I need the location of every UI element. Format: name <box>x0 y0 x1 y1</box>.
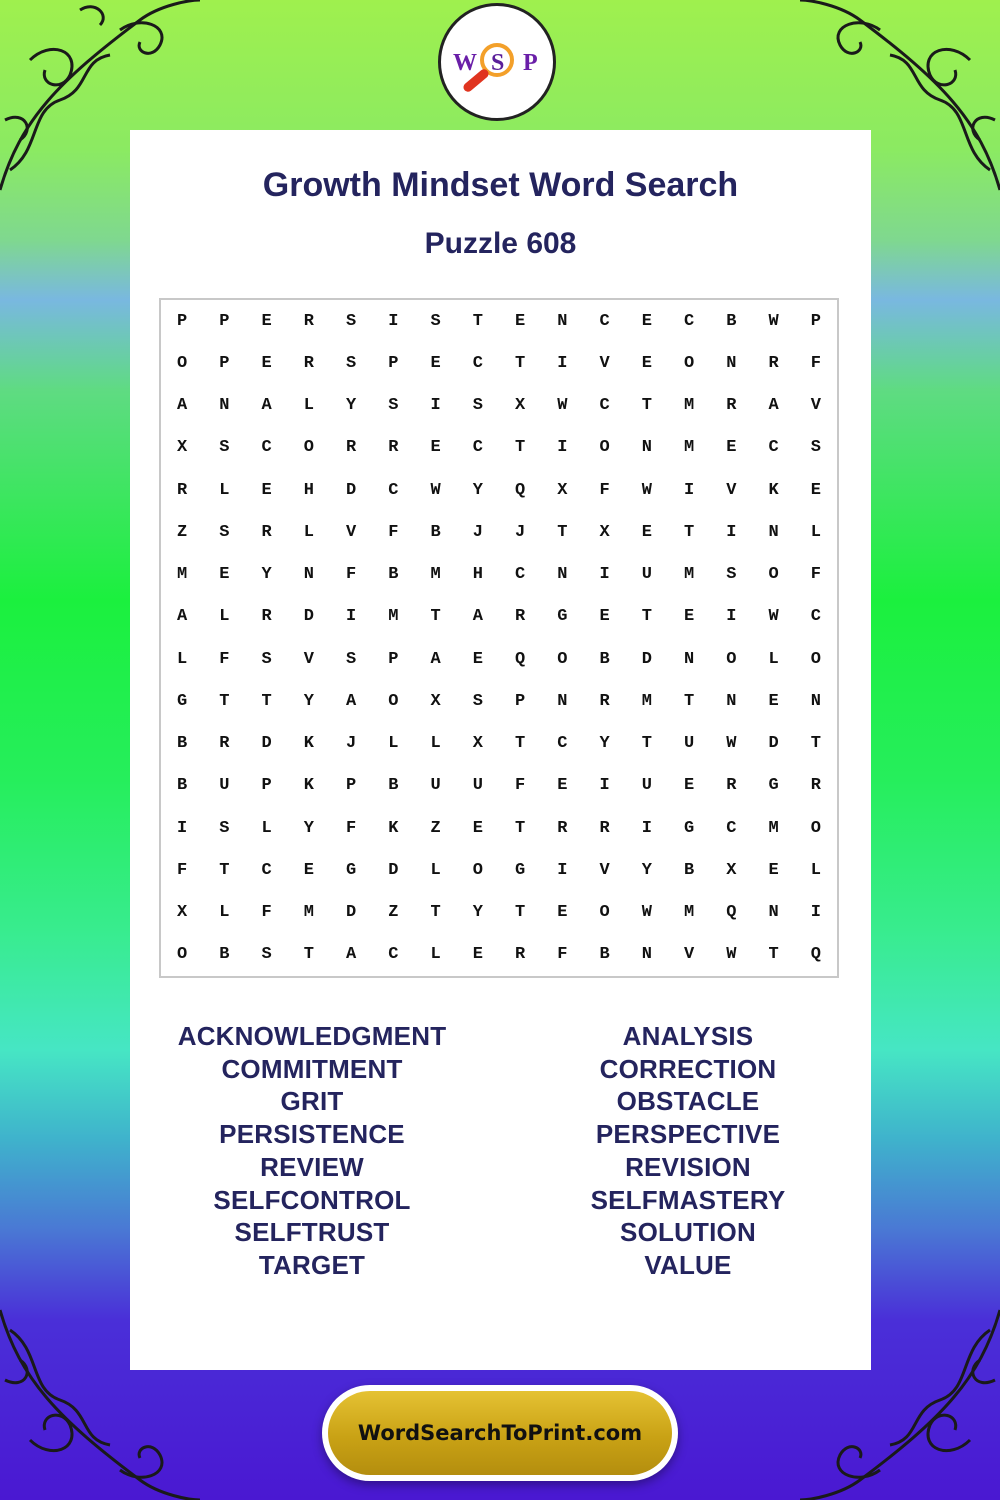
grid-cell[interactable]: L <box>810 860 821 880</box>
grid-cell[interactable]: I <box>726 607 737 627</box>
grid-cell[interactable]: J <box>515 522 526 542</box>
grid-cell[interactable]: Q <box>515 649 526 669</box>
grid-cell[interactable]: R <box>303 353 314 373</box>
grid-cell[interactable]: Q <box>726 903 737 923</box>
grid-cell[interactable]: R <box>599 691 610 711</box>
grid-cell[interactable]: L <box>768 649 779 669</box>
word-list-item: REVIEW <box>260 1151 364 1182</box>
grid-cell[interactable]: S <box>472 691 483 711</box>
grid-cell[interactable]: P <box>388 649 399 669</box>
grid-cell[interactable]: F <box>810 565 821 585</box>
grid-cell[interactable]: X <box>177 903 188 923</box>
grid-cell[interactable]: U <box>684 734 695 754</box>
grid-cell[interactable]: R <box>388 438 399 458</box>
grid-cell[interactable]: X <box>557 480 568 500</box>
grid-cell[interactable]: G <box>346 860 357 880</box>
grid-cell[interactable]: W <box>768 607 779 627</box>
grid-cell[interactable]: Y <box>303 818 314 838</box>
grid-cell[interactable]: C <box>515 565 526 585</box>
grid-cell[interactable]: L <box>261 818 272 838</box>
grid-cell[interactable]: C <box>388 945 399 965</box>
grid-cell[interactable]: E <box>641 311 652 331</box>
grid-cell[interactable]: O <box>599 903 610 923</box>
grid-cell[interactable]: I <box>430 396 441 416</box>
grid-cell[interactable]: P <box>810 311 821 331</box>
grid-cell[interactable]: Y <box>599 734 610 754</box>
grid-cell[interactable]: E <box>641 353 652 373</box>
grid-cell[interactable]: Y <box>641 860 652 880</box>
grid-cell[interactable]: F <box>177 860 188 880</box>
grid-cell[interactable]: R <box>768 353 779 373</box>
grid-cell[interactable]: M <box>684 438 695 458</box>
grid-cell[interactable]: W <box>430 480 441 500</box>
grid-cell[interactable]: C <box>261 860 272 880</box>
site-logo[interactable] <box>438 3 556 121</box>
grid-cell[interactable]: O <box>684 353 695 373</box>
grid-cell[interactable]: Y <box>472 480 483 500</box>
grid-cell[interactable]: C <box>472 438 483 458</box>
grid-cell[interactable]: A <box>346 945 357 965</box>
grid-cell[interactable]: L <box>430 734 441 754</box>
grid-cell[interactable]: L <box>303 396 314 416</box>
grid-cell[interactable]: A <box>177 607 188 627</box>
grid-cell[interactable]: C <box>388 480 399 500</box>
grid-cell[interactable]: E <box>261 311 272 331</box>
grid-cell[interactable]: F <box>557 945 568 965</box>
grid-cell[interactable]: R <box>810 776 821 796</box>
grid-cell[interactable]: O <box>557 649 568 669</box>
grid-cell[interactable]: C <box>557 734 568 754</box>
grid-cell[interactable]: I <box>684 480 695 500</box>
grid-cell[interactable]: I <box>557 438 568 458</box>
grid-cell[interactable]: N <box>219 396 230 416</box>
grid-cell[interactable]: E <box>684 607 695 627</box>
grid-cell[interactable]: Y <box>346 396 357 416</box>
grid-cell[interactable]: L <box>388 734 399 754</box>
grid-cell[interactable]: M <box>684 396 695 416</box>
grid-cell[interactable]: P <box>219 353 230 373</box>
grid-cell[interactable]: T <box>515 438 526 458</box>
grid-cell[interactable]: T <box>515 903 526 923</box>
grid-cell[interactable]: F <box>515 776 526 796</box>
grid-cell[interactable]: K <box>768 480 779 500</box>
grid-cell[interactable]: S <box>472 396 483 416</box>
grid-cell[interactable]: V <box>346 522 357 542</box>
grid-cell[interactable]: E <box>557 776 568 796</box>
grid-cell[interactable]: Z <box>177 522 188 542</box>
word-list-item: REVISION <box>625 1151 751 1182</box>
grid-cell[interactable]: E <box>472 818 483 838</box>
grid-cell[interactable]: K <box>303 734 314 754</box>
grid-cell[interactable]: E <box>303 860 314 880</box>
word-list-item: TARGET <box>258 1249 366 1280</box>
grid-cell[interactable]: T <box>684 691 695 711</box>
grid-cell[interactable]: O <box>768 565 779 585</box>
word-list-item: ACKNOWLEDGMENT <box>177 1021 447 1051</box>
grid-cell[interactable]: C <box>472 353 483 373</box>
grid-cell[interactable]: L <box>219 480 230 500</box>
grid-cell[interactable]: B <box>388 776 399 796</box>
grid-cell[interactable]: M <box>768 818 779 838</box>
word-list-item: SELFTRUST <box>234 1217 390 1248</box>
grid-cell[interactable]: W <box>726 734 737 754</box>
grid-cell[interactable]: T <box>472 311 483 331</box>
grid-cell[interactable]: W <box>726 945 737 965</box>
grid-cell[interactable]: N <box>641 945 652 965</box>
grid-cell[interactable]: H <box>472 565 483 585</box>
grid-cell[interactable]: I <box>810 903 821 923</box>
grid-cell[interactable]: M <box>684 903 695 923</box>
grid-cell[interactable]: S <box>346 311 357 331</box>
grid-cell[interactable]: L <box>219 903 230 923</box>
logo-letter-s: S <box>491 50 505 76</box>
word-list-item: GRIT <box>280 1086 344 1117</box>
word-list-item: PERSISTENCE <box>219 1119 405 1150</box>
grid-cell[interactable]: R <box>599 818 610 838</box>
grid-cell[interactable]: W <box>641 480 652 500</box>
grid-cell[interactable]: M <box>641 691 652 711</box>
grid-cell[interactable]: E <box>430 353 441 373</box>
grid-cell[interactable]: S <box>810 438 821 458</box>
grid-cell[interactable]: N <box>557 565 568 585</box>
grid-cell[interactable]: I <box>557 353 568 373</box>
grid-cell[interactable]: L <box>219 607 230 627</box>
grid-cell[interactable]: B <box>684 860 695 880</box>
grid-cell[interactable]: J <box>472 522 483 542</box>
grid-cell[interactable]: M <box>684 565 695 585</box>
grid-cell[interactable]: P <box>515 691 526 711</box>
grid-cell[interactable]: C <box>599 396 610 416</box>
grid-cell[interactable]: Y <box>303 691 314 711</box>
grid-cell[interactable]: E <box>726 438 737 458</box>
grid-cell[interactable]: T <box>219 691 230 711</box>
grid-cell[interactable]: D <box>346 903 357 923</box>
grid-cell[interactable]: U <box>219 776 230 796</box>
grid-cell[interactable]: O <box>599 438 610 458</box>
grid-cell[interactable]: G <box>557 607 568 627</box>
logo-letter-w: W <box>453 50 477 76</box>
grid-cell[interactable]: Q <box>810 945 821 965</box>
grid-cell[interactable]: O <box>177 945 188 965</box>
grid-cell[interactable]: N <box>641 438 652 458</box>
word-list-left <box>147 1020 477 1282</box>
grid-cell[interactable]: A <box>768 396 779 416</box>
grid-cell[interactable]: G <box>684 818 695 838</box>
grid-cell[interactable]: S <box>430 311 441 331</box>
grid-cell[interactable]: D <box>388 860 399 880</box>
grid-cell[interactable]: R <box>346 438 357 458</box>
grid-cell[interactable]: A <box>472 607 483 627</box>
grid-cell[interactable]: C <box>810 607 821 627</box>
grid-cell[interactable]: R <box>515 607 526 627</box>
grid-cell[interactable]: T <box>641 734 652 754</box>
grid-cell[interactable]: M <box>303 903 314 923</box>
grid-cell[interactable]: H <box>303 480 314 500</box>
grid-cell[interactable]: P <box>219 311 230 331</box>
grid-cell[interactable]: V <box>726 480 737 500</box>
grid-cell[interactable]: C <box>684 311 695 331</box>
grid-cell[interactable]: S <box>388 396 399 416</box>
grid-cell[interactable]: X <box>430 691 441 711</box>
grid-cell[interactable]: T <box>261 691 272 711</box>
grid-cell[interactable]: V <box>599 353 610 373</box>
grid-cell[interactable]: B <box>177 776 188 796</box>
grid-cell[interactable]: T <box>641 607 652 627</box>
grid-cell[interactable]: N <box>684 649 695 669</box>
grid-cell[interactable]: C <box>261 438 272 458</box>
grid-cell[interactable]: R <box>261 522 272 542</box>
grid-cell[interactable]: T <box>430 903 441 923</box>
grid-cell[interactable]: V <box>810 396 821 416</box>
grid-cell[interactable]: T <box>684 522 695 542</box>
grid-cell[interactable]: X <box>599 522 610 542</box>
grid-cell[interactable]: E <box>515 311 526 331</box>
grid-cell[interactable]: E <box>261 480 272 500</box>
grid-cell[interactable]: T <box>810 734 821 754</box>
grid-cell[interactable]: F <box>599 480 610 500</box>
word-list-item: VALUE <box>644 1249 732 1280</box>
grid-cell[interactable]: N <box>303 565 314 585</box>
grid-cell[interactable]: O <box>472 860 483 880</box>
grid-cell[interactable]: B <box>430 522 441 542</box>
grid-cell[interactable]: R <box>515 945 526 965</box>
grid-cell[interactable]: B <box>726 311 737 331</box>
word-list-item: SELFCONTROL <box>213 1184 411 1215</box>
grid-cell[interactable]: X <box>515 396 526 416</box>
grid-cell[interactable]: O <box>810 818 821 838</box>
grid-cell[interactable]: D <box>346 480 357 500</box>
word-list-item: PERSPECTIVE <box>595 1119 781 1150</box>
grid-cell[interactable]: T <box>515 353 526 373</box>
grid-cell[interactable]: L <box>177 649 188 669</box>
grid-cell[interactable]: E <box>684 776 695 796</box>
grid-cell[interactable]: E <box>768 860 779 880</box>
grid-cell[interactable]: N <box>557 691 568 711</box>
grid-cell[interactable]: B <box>219 945 230 965</box>
grid-cell[interactable]: I <box>599 776 610 796</box>
grid-cell[interactable]: G <box>177 691 188 711</box>
word-list-item: SELFMASTERY <box>590 1184 786 1215</box>
grid-cell[interactable]: F <box>346 818 357 838</box>
grid-cell[interactable]: E <box>219 565 230 585</box>
grid-cell[interactable]: T <box>303 945 314 965</box>
grid-cell[interactable]: X <box>472 734 483 754</box>
grid-cell[interactable]: F <box>388 522 399 542</box>
grid-cell[interactable]: R <box>261 607 272 627</box>
grid-cell[interactable]: X <box>726 860 737 880</box>
grid-cell[interactable]: G <box>515 860 526 880</box>
grid-cell[interactable]: B <box>599 945 610 965</box>
grid-cell[interactable]: E <box>599 607 610 627</box>
grid-cell[interactable]: E <box>261 353 272 373</box>
grid-cell[interactable]: D <box>768 734 779 754</box>
grid-cell[interactable]: F <box>346 565 357 585</box>
grid-cell[interactable]: R <box>726 396 737 416</box>
site-link-text: WordSearchToPrint.com <box>357 1421 643 1445</box>
grid-cell[interactable]: L <box>303 522 314 542</box>
grid-cell[interactable]: L <box>430 945 441 965</box>
grid-cell[interactable]: U <box>641 565 652 585</box>
grid-cell[interactable]: N <box>768 903 779 923</box>
grid-cell[interactable]: M <box>177 565 188 585</box>
grid-cell[interactable]: I <box>726 522 737 542</box>
logo-letter-p: P <box>523 50 538 76</box>
grid-cell[interactable]: L <box>810 522 821 542</box>
grid-cell[interactable]: Q <box>515 480 526 500</box>
grid-cell[interactable]: P <box>261 776 272 796</box>
grid-cell[interactable]: E <box>557 903 568 923</box>
grid-cell[interactable]: W <box>557 396 568 416</box>
grid-cell[interactable]: S <box>726 565 737 585</box>
grid-cell[interactable]: T <box>515 818 526 838</box>
word-list-item: SOLUTION <box>620 1217 756 1248</box>
grid-cell[interactable]: I <box>346 607 357 627</box>
grid-cell[interactable]: F <box>810 353 821 373</box>
word-list-item: OBSTACLE <box>616 1086 760 1117</box>
grid-cell[interactable]: N <box>810 691 821 711</box>
grid-cell[interactable]: U <box>472 776 483 796</box>
grid-cell[interactable]: S <box>219 438 230 458</box>
word-list-item: CORRECTION <box>599 1053 777 1084</box>
grid-cell[interactable]: U <box>430 776 441 796</box>
grid-cell[interactable]: O <box>303 438 314 458</box>
grid-cell[interactable]: O <box>177 353 188 373</box>
grid-cell[interactable]: D <box>303 607 314 627</box>
word-list-item: COMMITMENT <box>221 1053 403 1084</box>
grid-cell[interactable]: E <box>472 945 483 965</box>
grid-cell[interactable]: A <box>177 396 188 416</box>
site-link-button[interactable] <box>322 1385 678 1481</box>
grid-cell[interactable]: N <box>768 522 779 542</box>
grid-cell[interactable]: E <box>472 649 483 669</box>
grid-cell[interactable]: C <box>768 438 779 458</box>
letter-grid <box>159 298 839 978</box>
grid-cell[interactable]: F <box>261 903 272 923</box>
grid-cell[interactable]: J <box>346 734 357 754</box>
grid-cell[interactable]: Z <box>430 818 441 838</box>
grid-cell[interactable]: D <box>261 734 272 754</box>
grid-cell[interactable]: S <box>219 522 230 542</box>
grid-cell[interactable]: I <box>557 860 568 880</box>
grid-cell[interactable]: W <box>768 311 779 331</box>
grid-cell[interactable]: T <box>768 945 779 965</box>
grid-cell[interactable]: T <box>641 396 652 416</box>
page-title: Growth Mindset Word Search <box>262 166 739 204</box>
grid-cell[interactable]: R <box>557 818 568 838</box>
grid-cell[interactable]: D <box>641 649 652 669</box>
grid-cell[interactable]: K <box>303 776 314 796</box>
grid-cell[interactable]: T <box>430 607 441 627</box>
grid-cell[interactable]: T <box>515 734 526 754</box>
grid-cell[interactable]: V <box>303 649 314 669</box>
grid-cell[interactable]: E <box>768 691 779 711</box>
word-list-right <box>523 1020 853 1282</box>
grid-cell[interactable]: O <box>388 691 399 711</box>
grid-cell[interactable]: C <box>726 818 737 838</box>
grid-cell[interactable]: M <box>430 565 441 585</box>
grid-cell[interactable]: S <box>219 818 230 838</box>
grid-cell[interactable]: O <box>726 649 737 669</box>
grid-cell[interactable]: M <box>388 607 399 627</box>
grid-cell[interactable]: A <box>346 691 357 711</box>
grid-cell[interactable]: R <box>726 776 737 796</box>
site-link-inner <box>328 1391 672 1475</box>
puzzle-card <box>130 130 871 1370</box>
grid-cell[interactable]: L <box>430 860 441 880</box>
grid-cell[interactable]: O <box>810 649 821 669</box>
grid-cell[interactable]: V <box>599 860 610 880</box>
grid-cell[interactable]: P <box>346 776 357 796</box>
grid-cell[interactable]: F <box>219 649 230 669</box>
grid-cell[interactable]: X <box>177 438 188 458</box>
grid-cell[interactable]: Z <box>388 903 399 923</box>
grid-cell[interactable]: S <box>261 945 272 965</box>
grid-cell[interactable]: K <box>388 818 399 838</box>
grid-cell[interactable]: V <box>684 945 695 965</box>
grid-cell[interactable]: I <box>388 311 399 331</box>
grid-cell[interactable]: T <box>557 522 568 542</box>
grid-cell[interactable]: C <box>599 311 610 331</box>
grid-cell[interactable]: S <box>346 649 357 669</box>
grid-cell[interactable]: A <box>261 396 272 416</box>
grid-cell[interactable]: Y <box>261 565 272 585</box>
grid-cell[interactable]: Y <box>472 903 483 923</box>
grid-cell[interactable]: B <box>599 649 610 669</box>
grid-cell[interactable]: S <box>346 353 357 373</box>
grid-cell[interactable]: W <box>641 903 652 923</box>
grid-cell[interactable]: E <box>810 480 821 500</box>
grid-cell[interactable]: N <box>726 353 737 373</box>
grid-cell[interactable]: N <box>557 311 568 331</box>
grid-cell[interactable]: P <box>177 311 188 331</box>
word-list-item: ANALYSIS <box>622 1021 754 1051</box>
grid-cell[interactable]: R <box>219 734 230 754</box>
grid-cell[interactable]: S <box>261 649 272 669</box>
grid-cell[interactable]: G <box>768 776 779 796</box>
grid-cell[interactable]: B <box>177 734 188 754</box>
grid-cell[interactable]: N <box>726 691 737 711</box>
grid-cell[interactable]: R <box>177 480 188 500</box>
grid-cell[interactable]: U <box>641 776 652 796</box>
grid-cell[interactable]: T <box>219 860 230 880</box>
grid-cell[interactable]: R <box>303 311 314 331</box>
grid-cell[interactable]: E <box>430 438 441 458</box>
grid-cell[interactable]: E <box>641 522 652 542</box>
grid-cell[interactable]: I <box>599 565 610 585</box>
grid-cell[interactable]: P <box>388 353 399 373</box>
grid-cell[interactable]: B <box>388 565 399 585</box>
grid-cell[interactable]: I <box>641 818 652 838</box>
grid-cell[interactable]: A <box>430 649 441 669</box>
grid-cell[interactable]: I <box>177 818 188 838</box>
puzzle-number: Puzzle 608 <box>424 227 577 260</box>
